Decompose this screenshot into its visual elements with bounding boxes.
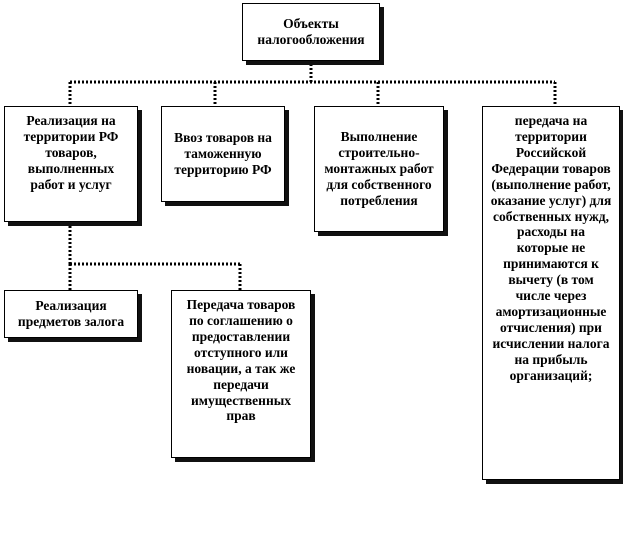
- box-sales-rf: [4, 106, 138, 222]
- box-compensation-label: Передача товаров по соглашению о предоставлении отступного или новации, а так же передачи имущественных прав: [186, 297, 296, 424]
- root-box: [242, 3, 380, 61]
- box-import: [161, 106, 285, 202]
- box-own-needs-label: передача на территории Российской Федерации товаров (выполнение работ, оказание услуг) для собственных нужд, расходы на которые не принимаются к вычету (в том числе через амортизационные отчисления) при исчислении налога на прибыль организаций;: [490, 113, 612, 383]
- root-label: Объекты налогообложения: [257, 16, 365, 47]
- box-collateral: [4, 290, 138, 338]
- box-construction-label: Выполнение строительно- монтажных работ для собственного потребления: [324, 129, 434, 208]
- box-sales-rf-label: Реализация на территории РФ товаров, выполненных работ и услуг: [23, 113, 119, 192]
- box-collateral-label: Реализация предметов залога: [17, 298, 125, 329]
- box-construction: [314, 106, 444, 232]
- box-import-label: Ввоз товаров на таможенную территорию РФ: [174, 130, 272, 177]
- box-compensation: [171, 290, 311, 458]
- box-own-needs: [482, 106, 620, 480]
